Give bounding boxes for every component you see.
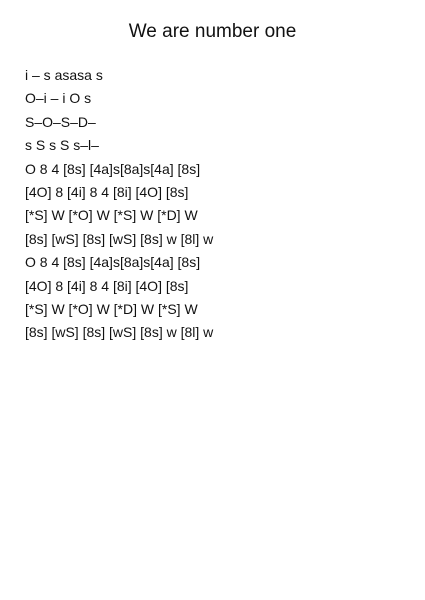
notation-line-2: O–i – i O s: [25, 90, 92, 107]
document-title: We are number one: [128, 21, 297, 42]
notation-lines: [25, 64, 213, 345]
notation-line-10: [4O] 8 [4i] 8 4 [8i] [4O] [8s]: [25, 277, 189, 294]
notation-line-1: i – s asasa s: [25, 67, 103, 83]
notation-line-9: O 8 4 [8s] [4a]s[8a]s[4a] [8s]: [25, 254, 201, 271]
notation-line-11: [*S] W [*O] W [*D] W [*S] W: [25, 300, 198, 317]
notation-line-12: [8s] [wS] [8s] [wS] [8s] w [8l] w: [25, 324, 214, 341]
notation-line-4: s S s S s–l–: [25, 137, 99, 154]
notation-line-8: [8s] [wS] [8s] [wS] [8s] w [8l] w: [25, 230, 214, 247]
notation-line-3: S–O–S–D–: [25, 113, 96, 130]
notation-line-6: [4O] 8 [4i] 8 4 [8i] [4O] [8s]: [25, 183, 189, 200]
notation-line-5: O 8 4 [8s] [4a]s[8a]s[4a] [8s]: [25, 160, 201, 177]
notation-line-7: [*S] W [*O] W [*S] W [*D] W: [25, 207, 198, 224]
